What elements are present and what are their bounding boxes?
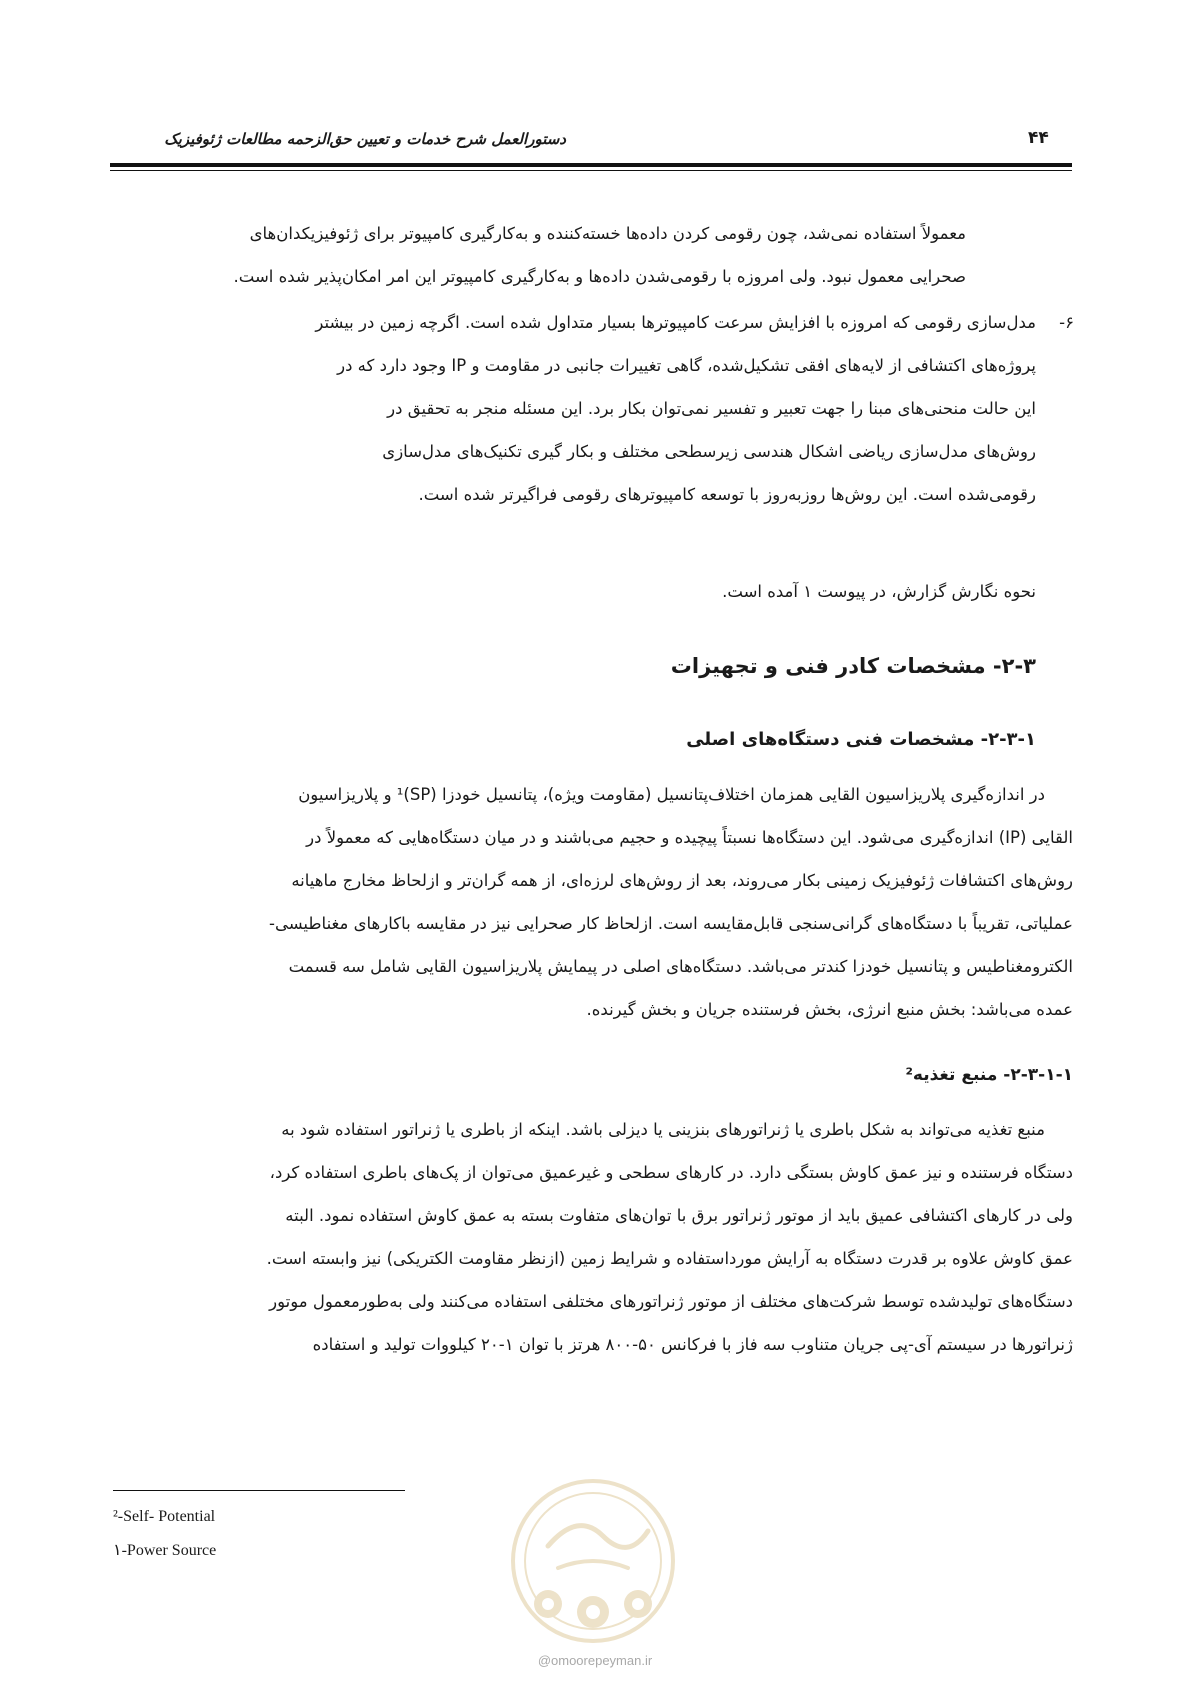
watermark-url: @omoorepeyman.ir xyxy=(537,1653,653,1668)
seal-logo-icon xyxy=(508,1476,678,1646)
text-line: منبع تغذیه می‌تواند به شکل باطری یا ژنراتورهای بنزینی یا دیزلی باشد. اینکه از باطری یا ژنراتور استفاده شود به xyxy=(281,1120,1045,1139)
text-line: ولی در کارهای اکتشافی عمیق باید از موتور ژنراتور برق با توان‌های متفاوت بسته به عمق کاوش استفاده نمود. البته xyxy=(285,1206,1073,1225)
power-source-paragraph xyxy=(113,1108,1073,1366)
page-number: ۴۴ xyxy=(1028,128,1049,148)
text-line: الکترومغناطیس و پتانسیل خودزا کندتر می‌باشد. دستگاه‌های اصلی در پیمایش پلاریزاسیون القایی شامل سه قسمت xyxy=(288,957,1073,976)
text-line: روش‌های مدل‌سازی ریاضی اشکال هندسی زیرسطحی مختلف و بکار گیری تکنیک‌های مدل‌سازی xyxy=(382,442,1036,461)
subsection-heading: ۲-۳-۱- مشخصات فنی دستگاه‌های اصلی xyxy=(686,729,1036,750)
footnote-1: ²-Self- Potential xyxy=(113,1508,216,1525)
header-rule-thin xyxy=(110,170,1072,171)
text-line: عمده می‌باشد: بخش منبع انرژی، بخش فرستنده جریان و بخش گیرنده. xyxy=(586,1000,1073,1019)
text-line: پروژه‌های اکتشافی از لایه‌های افقی تشکیل‌شده، گاهی تغییرات جانبی در مقاومت و IP وجود دارد که در xyxy=(337,356,1036,375)
text-line: عملیاتی، تقریباً با دستگاه‌های گرانی‌سنجی قابل‌مقایسه است. ازلحاظ کار صحرایی نیز در مقایسه باکارهای مغناطیسی- xyxy=(269,914,1073,933)
footnote-2: ١-Power Source xyxy=(113,1542,217,1559)
list-item-number: ۶- xyxy=(1059,313,1074,332)
list-item-6 xyxy=(113,301,1074,516)
subsubsection-heading: ۲-۳-۱-۱- منبع تغذیه² xyxy=(905,1065,1073,1085)
running-header-title: دستورالعمل شرح خدمات و تعیین حق‌الزحمه مطالعات ژئوفیزیک xyxy=(164,130,566,148)
text-line: رقومی‌شده است. این روش‌ها روزبه‌روز با توسعه کامپیوترهای رقومی فراگیرتر شده است. xyxy=(418,485,1036,504)
text-line: ژنراتورها در سیستم آی-پی جریان متناوب سه فاز با فرکانس ۵۰-۸۰۰ هرتز با توان ۱-۲۰ کیلووات تولید و استفاده xyxy=(312,1335,1073,1354)
intro-paragraph xyxy=(113,212,966,298)
text-line: القایی (IP) اندازه‌گیری می‌شود. این دستگاه‌ها نسبتاً پیچیده و حجیم می‌باشند و در میان دستگاه‌هایی که معمولاً در xyxy=(306,828,1073,847)
text-line: عمق کاوش علاوه بر قدرت دستگاه به آرایش مورداستفاده و شرایط زمین (ازنظر مقاومت الکتریکی) نیز وابسته است. xyxy=(266,1249,1073,1268)
section-heading: ۲-۳- مشخصات کادر فنی و تجهیزات xyxy=(670,654,1036,678)
text-line: مدل‌سازی رقومی که امروزه با افزایش سرعت کامپیوترها بسیار متداول شده است. اگرچه زمین در بیشتر xyxy=(315,313,1036,332)
text-line: در اندازه‌گیری پلاریزاسیون القایی همزمان اختلاف‌پتانسیل (مقاومت ویژه)، پتانسیل خودزا (SP)¹ و پلاریزاسیون xyxy=(298,785,1045,804)
footnote-rule xyxy=(113,1490,405,1491)
text-line: دستگاه‌های تولیدشده توسط شرکت‌های مختلف از موتور ژنراتورهای مختلفی استفاده می‌کنند ولی به‌طورمعمول موتور xyxy=(269,1292,1073,1311)
text-line: روش‌های اکتشافات ژئوفیزیک زمینی بکار می‌روند، بعد از روش‌های لرزه‌ای، از همه گران‌تر و ازلحاظ مخارج ماهیانه xyxy=(291,871,1073,890)
text-line: این حالت منحنی‌های مبنا را جهت تعبیر و تفسیر نمی‌توان بکار برد. این مسئله منجر به تحقیق در xyxy=(387,399,1036,418)
text-line: معمولاً استفاده نمی‌شد، چون رقومی کردن داده‌ها خسته‌کننده و به‌کارگیری کامپیوتر برای ژئوفیزیکدان‌های xyxy=(249,224,966,243)
report-note: نحوه نگارش گزارش، در پیوست ۱ آمده است. xyxy=(722,582,1036,601)
section-paragraph xyxy=(113,773,1073,1031)
text-line: دستگاه فرستنده و نیز عمق کاوش بستگی دارد. در کارهای سطحی و غیرعمیق می‌توان از پک‌های باطری استفاده کرد، xyxy=(269,1163,1073,1182)
text-line: صحرایی معمول نبود. ولی امروزه با رقومی‌شدن داده‌ها و به‌کارگیری کامپیوتر این امر امکان‌پذیر شده است. xyxy=(233,267,966,286)
header-rule-thick xyxy=(110,163,1072,167)
